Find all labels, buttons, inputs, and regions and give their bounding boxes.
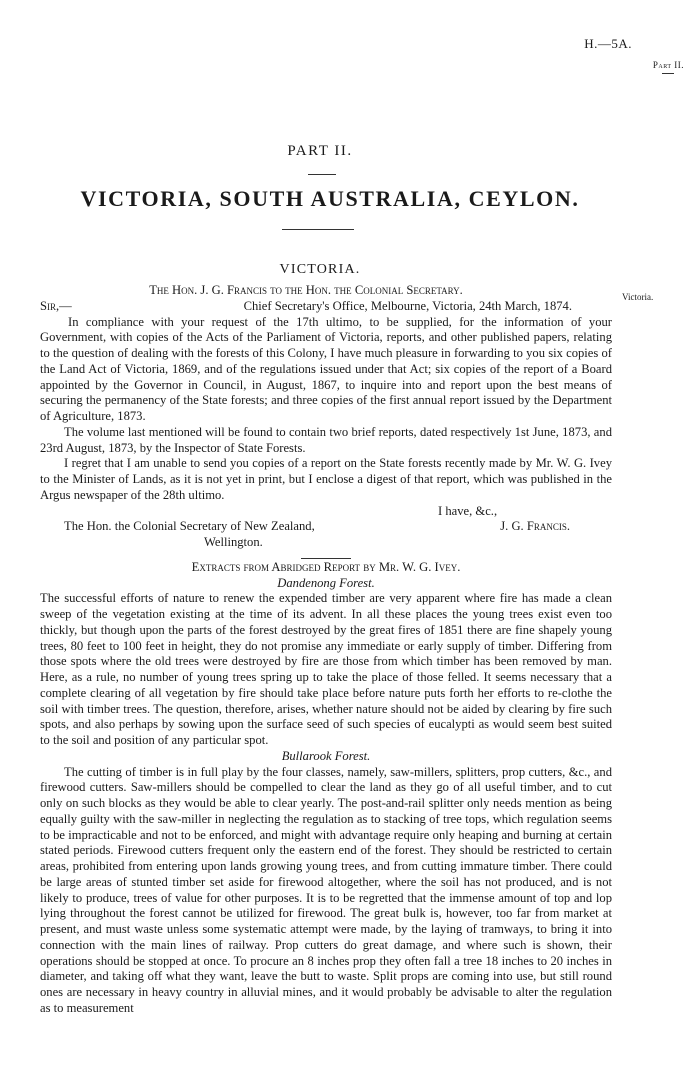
divider-rule	[301, 558, 351, 559]
part-heading: PART II.	[287, 143, 353, 159]
extract-paragraph: The cutting of timber is in full play by the four classes, namely, saw-millers, splitters, prop cutters, &c., and firewood cutters. Saw-millers should be compelled to clear the land as they go of all useful timber, and to cut only on such blocks as they would be able to clear yearly. The post-and-rail splitter only needs mention as being equally guilty with the saw-miller in neglecting the regulation as to stacking of tree tops, which regulation seems to be impracticable and not to be enforced, and might with advantage require only heaping and burning at certain stated periods. Firewood cutters frequent only the eastern end of the forest. They should be restricted to certain areas, prohibited from entering upon lands growing young trees, and from cutting immature timber. There could be large areas of stunted timber set aside for firewood altogether, where the soil has not produced, and is not likely to produce, trees of value for other purposes. It is to be regretted that the immense amount of top and lop lying throughout the forest cannot be utilized for firewood. The great bulk is, however, too far from market at present, and must waste unless some systematic attempt were made, by the laying of tramways, to bring it into connection with the main lines of railway. Prop cutters do great damage, and where such is shown, their operations should be stopped at once. To procure an 8 inches prop they often fall a tree 18 inches to 20 inches in diameter, and taking off what they want, leave the butt to waste. Split props are coming into use, but still round ones are necessary in heavy country in alluvial mines, and it would probably be advisable to alter the regulation as to measurement	[40, 764, 612, 1015]
letter-paragraph: The volume last mentioned will be found to contain two brief reports, dated respectively 1st June, 1873, and 23rd August, 1873, by the Inspector of State Forests.	[40, 424, 612, 455]
main-title: VICTORIA, SOUTH AUSTRALIA, CEYLON.	[80, 186, 580, 211]
divider-rule	[308, 174, 336, 175]
divider-rule	[282, 229, 354, 230]
letter-paragraph: I regret that I am unable to send you copies of a report on the State forests recently made by Mr. W. G. Ivey to the Minister of Lands, as it is not yet in print, but I enclose a digest of that report, which was published in the Argus newspaper of the 28th ultimo.	[40, 456, 612, 502]
extract-paragraph: The successful efforts of nature to renew the expended timber are very apparent where fire has made a clean sweep of the vegetation existing at the time of its advent. In all these places the young trees exist even too thickly, but though upon the parts of the forest destroyed by the great fires of 1851 there are fine shapely young trees, 80 feet to 100 feet in height, they do not promise any immediate or early supply of timber. Differing from those spots where the old trees were destroyed by fire are those from which timber has been removed by man. Here, as a rule, no number of young trees spring up to take the place of those felled. It seems necessary that a complete clearing of all vegetation by fire should take place before nature puts forth her efforts to re-clothe the soil with timber trees. The question, therefore, arises, whether nature should not be aided by clearing by fire such spots, and also perhaps by sowing upon the surface seed of such species of eucalypti as would seem best suited to the soil and position of any particular spot.	[40, 591, 612, 747]
recipient-place: Wellington.	[204, 535, 263, 549]
section-title: Bullarook Forest.	[281, 748, 371, 763]
address-line: Chief Secretary's Office, Melbourne, Victoria, 24th March, 1874.	[243, 298, 572, 313]
letter-header-row	[40, 299, 612, 315]
page-identifier: H.—5A.	[584, 36, 632, 51]
letter-paragraph: In compliance with your request of the 17th ultimo, to be supplied, for the information of your Government, with copies of the Acts of the Parliament of Victoria, reports, and other published papers, relating to the question of dealing with the forests of this Colony, I have much pleasure in forwarding to you six copies of the Land Act of Victoria, 1869, and of the regulations issued under that Act; six copies of the report of a Board appointed by the Governor in Council, in August, 1867, to inquire into and report upon the best means of securing the permanency of the State forests; and three copies of the first annual report issued by the Department of Agriculture, 1873.	[40, 314, 612, 423]
closing: I have, &c.,	[438, 503, 498, 518]
signature: J. G. Francis.	[500, 519, 570, 534]
recipient-signature-row	[40, 519, 612, 535]
recipient: The Hon. the Colonial Secretary of New Zealand,	[64, 519, 315, 534]
part-marker-rule	[662, 73, 674, 74]
part-marker: Part II.	[652, 60, 684, 70]
document-body	[40, 283, 612, 1017]
salutation: Sir,—	[40, 298, 72, 313]
margin-note: Victoria.	[622, 292, 654, 302]
section-heading: VICTORIA.	[279, 262, 361, 277]
extracts-heading: Extracts from Abridged Report by Mr. W. G. Ivey.	[191, 559, 461, 574]
letter-from-line: The Hon. J. G. Francis to the Hon. the Colonial Secretary.	[149, 283, 463, 297]
section-title: Dandenong Forest.	[277, 575, 375, 590]
